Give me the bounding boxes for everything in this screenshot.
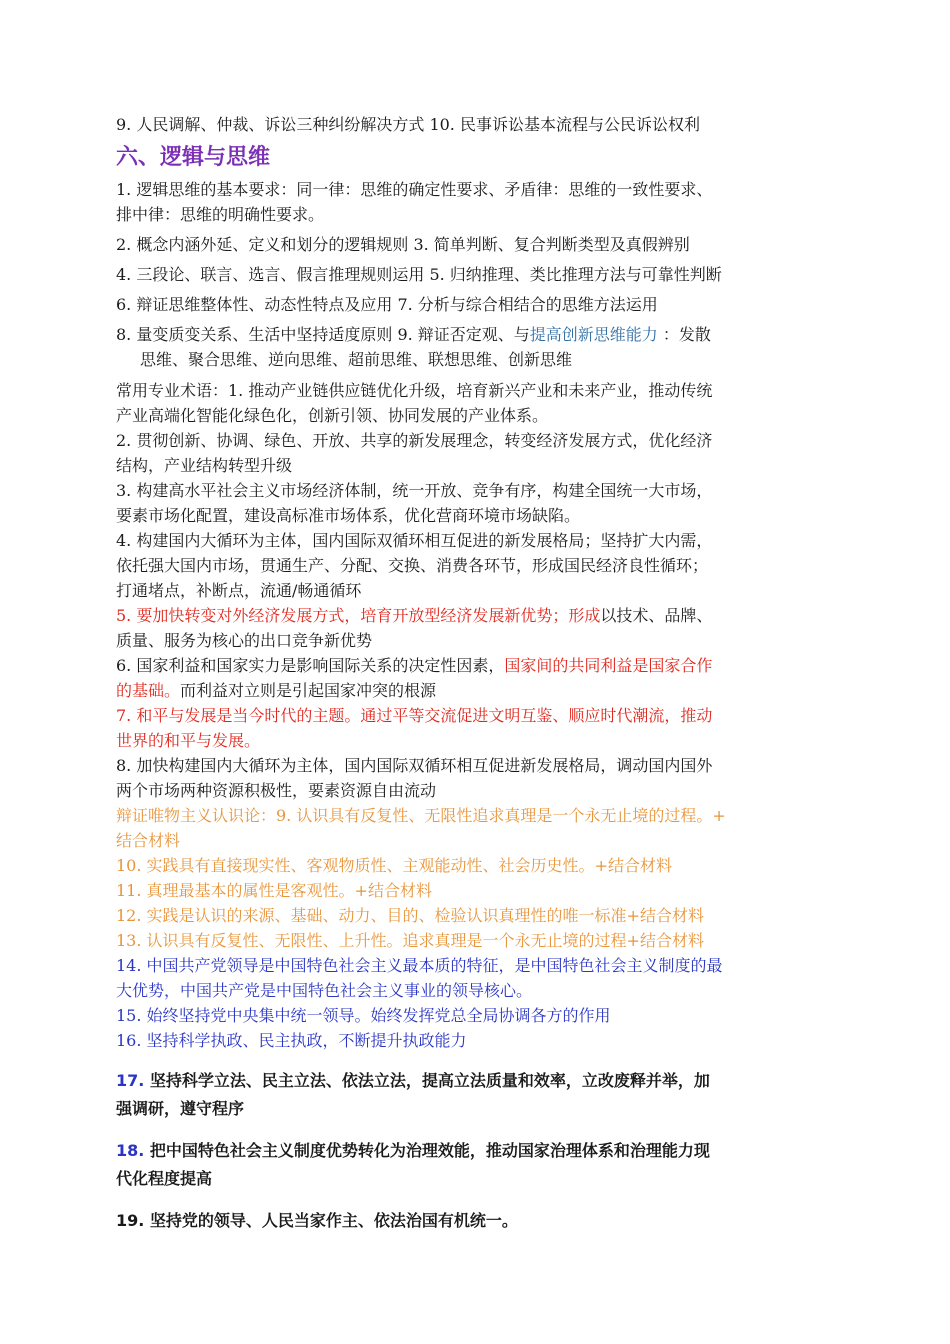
term-18-line-1 (116, 1137, 842, 1165)
logic-item-6: 6. 辩证思维整体性、动态性特点及应用 7. 分析与综合相结合的思维方法运用 (116, 295, 658, 314)
term-11: 11. 真理最基本的属性是客观性。+结合材料 (116, 881, 432, 900)
logic-item-8-highlight: 提高创新思维能力 (529, 325, 658, 344)
document-page (116, 112, 842, 1235)
term-5-line-1 (116, 603, 842, 628)
term-2-line-1: 2. 贯彻创新、协调、绿色、开放、共享的新发展理念，转变经济发展方式，优化经济 (116, 431, 713, 450)
logic-item-8-line-2: 思维、聚合思维、逆向思维、超前思维、联想思维、创新思维 (140, 350, 573, 369)
logic-item-2: 2. 概念内涵外延、定义和划分的逻辑规则 3. 简单判断、复合判断类型及真假辨别 (116, 235, 690, 254)
term-13: 13. 认识具有反复性、无限性、上升性。追求真理是一个永无止境的过程+结合材料 (116, 931, 704, 950)
term-12: 12. 实践是认识的来源、基础、动力、目的、检验认识真理性的唯一标准+结合材料 (116, 906, 704, 925)
term-3-line-1: 3. 构建高水平社会主义市场经济体制，统一开放、竞争有序，构建全国统一大市场， (116, 481, 713, 500)
term-6-line-1 (116, 653, 842, 678)
term-6-text-2: 而利益对立则是引起国家冲突的根源 (180, 681, 437, 700)
term-5-text: 以技术、品牌、 (600, 606, 713, 625)
term-19 (116, 1207, 842, 1235)
logic-item-1-line-1: 1. 逻辑思维的基本要求：同一律：思维的确定性要求、矛盾律：思维的一致性要求、 (116, 180, 713, 199)
term-6-red-text-2: 的基础。 (116, 681, 181, 700)
logic-item-8-suffix: ：发散 (657, 325, 711, 344)
term-15: 15. 始终坚持党中央集中统一领导。始终发挥党总全局协调各方的作用 (116, 1006, 611, 1025)
term-17-line-1 (116, 1067, 842, 1095)
logic-item-8 (116, 322, 842, 347)
term-8-line-2: 两个市场两种资源积极性，要素资源自由流动 (116, 781, 437, 800)
term-6-text: 6. 国家利益和国家实力是影响国际关系的决定性因素， (116, 656, 505, 675)
term-6-red-text: 国家间的共同利益是国家合作 (504, 656, 713, 675)
term-3-line-2: 要素市场化配置，建设高标准市场体系，优化营商环境市场缺陷。 (116, 506, 581, 525)
term-8-line-1: 8. 加快构建国内大循环为主体，国内国际双循环相互促进新发展格局，调动国内国外 (116, 756, 713, 775)
term-4-line-1: 4. 构建国内大循环为主体，国内国际双循环相互促进的新发展格局；坚持扩大内需， (116, 531, 713, 550)
term-1-line-1: 常用专业术语：1. 推动产业链供应链优化升级，培育新兴产业和未来产业，推动传统 (116, 381, 713, 400)
term-9-line-1: 辩证唯物主义认识论：9. 认识具有反复性、无限性追求真理是一个永无止境的过程。+ (116, 806, 726, 825)
logic-item-1-line-2: 排中律：思维的明确性要求。 (116, 205, 325, 224)
line-top: 9. 人民调解、仲裁、诉讼三种纠纷解决方式 10. 民事诉讼基本流程与公民诉讼权利 (116, 115, 700, 134)
term-4-line-2: 依托强大国内市场，贯通生产、分配、交换、消费各环节，形成国民经济良性循环； (116, 556, 709, 575)
term-19-line-1: 19. 坚持党的领导、人民当家作主、依法治国有机统一。 (116, 1211, 518, 1230)
term-2-line-2: 结构，产业结构转型升级 (116, 456, 293, 475)
term-5-red-text: 5. 要加快转变对外经济发展方式，培育开放型经济发展新优势；形成 (116, 606, 601, 625)
term-7-line-1: 7. 和平与发展是当今时代的主题。通过平等交流促进文明互鉴、顺应时代潮流，推动 (116, 706, 713, 725)
logic-item-4: 4. 三段论、联言、选言、假言推理规则运用 5. 归纳推理、类比推理方法与可靠性判断 (116, 265, 722, 284)
term-18-line-2: 代化程度提高 (116, 1169, 213, 1188)
term-10: 10. 实践具有直接现实性、客观物质性、主观能动性、社会历史性。+结合材料 (116, 856, 672, 875)
term-18 (116, 1137, 842, 1193)
term-17-number: 17. (116, 1071, 145, 1090)
term-1-line-2: 产业高端化智能化绿色化，创新引领、协同发展的产业体系。 (116, 406, 549, 425)
term-18-text: 把中国特色社会主义制度优势转化为治理效能，推动国家治理体系和治理能力现 (144, 1141, 710, 1160)
term-9-line-2: 结合材料 (116, 831, 181, 850)
term-5-line-2: 质量、服务为核心的出口竞争新优势 (116, 631, 373, 650)
term-7-line-2: 世界的和平与发展。 (116, 731, 261, 750)
logic-list (116, 177, 842, 372)
terms-list (116, 378, 842, 1235)
term-17-text: 坚持科学立法、民主立法、依法立法，提高立法质量和效率，立改废释并举，加 (144, 1071, 710, 1090)
term-6-line-2 (116, 678, 842, 703)
term-14-line-1: 14. 中国共产党领导是中国特色社会主义最本质的特征，是中国特色社会主义制度的最 (116, 956, 723, 975)
term-4-line-3: 打通堵点，补断点，流通/畅通循环 (116, 581, 362, 600)
term-18-number: 18. (116, 1141, 145, 1160)
term-16: 16. 坚持科学执政、民主执政，不断提升执政能力 (116, 1031, 467, 1050)
term-17-line-2: 强调研，遵守程序 (116, 1099, 245, 1118)
section-heading: 六、逻辑与思维 (116, 145, 271, 170)
term-14-line-2: 大优势，中国共产党是中国特色社会主义事业的领导核心。 (116, 981, 533, 1000)
logic-item-8-text: 8. 量变质变关系、生活中坚持适度原则 9. 辩证否定观、与 (116, 325, 530, 344)
term-17 (116, 1067, 842, 1123)
